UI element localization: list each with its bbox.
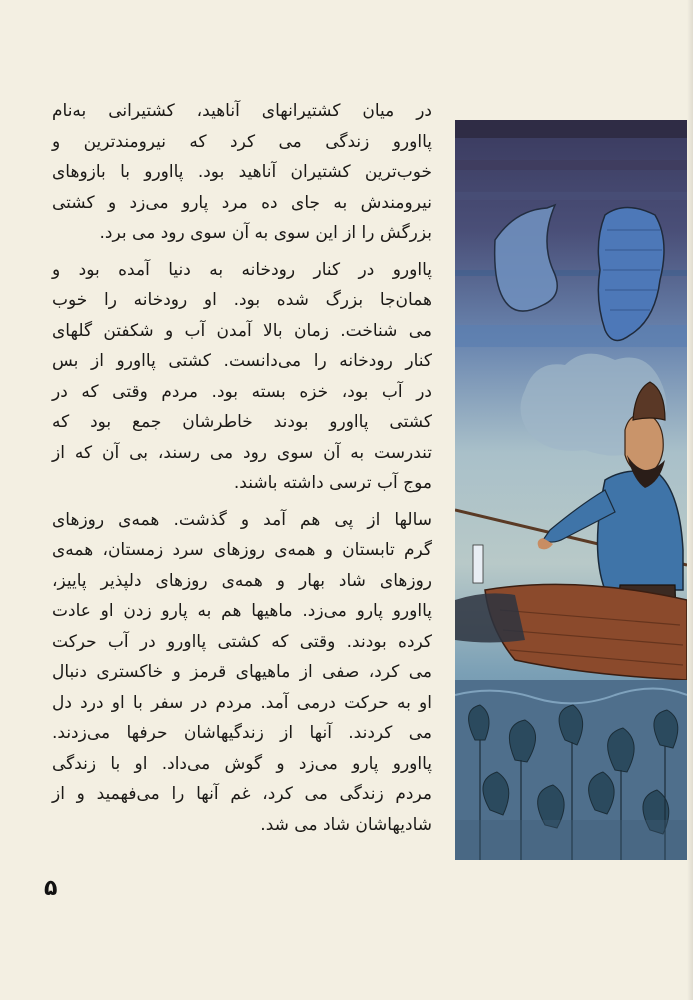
- text-line: می کرد، صفی از ماهیهای قرمز و خاکستری دنبال: [52, 662, 432, 682]
- text-line: می کردند. آنها از زندگیهاشان حرفها می‌زدند.: [52, 723, 432, 743]
- text-line: کرده بودند. وقتی که کشتی پااورو در آب حرکت: [52, 631, 432, 652]
- text-line: پااورو در کنار رودخانه به دنیا آمده بود و: [52, 259, 432, 280]
- text-line: خوب‌ترین کشتیران آناهید بود. پااورو با بازوهای: [52, 162, 432, 182]
- text-line: پااورو پارو می‌زد و گوش می‌داد. او با زندگی: [52, 753, 432, 774]
- text-line: در میان کشتیرانهای آناهید، کشتیرانی به‌نام: [52, 101, 432, 121]
- text-line: نیرومندش به جای ده مرد پارو می‌زد و کشتی: [52, 192, 432, 213]
- text-line: سالها از پی هم آمد و گذشت. همه‌ی روزهای: [52, 509, 432, 530]
- text-line: پااورو پارو می‌زد. ماهیها هم به پارو زدن او عادت: [52, 601, 432, 621]
- paragraph-2: [52, 255, 432, 499]
- text-line: پااورو زندگی می کرد که نیرومندترین و: [52, 131, 432, 152]
- sky-band: [455, 120, 687, 138]
- text-line: مردم زندگی می کرد، غم آنها را می‌فهمید و از: [52, 784, 432, 804]
- text-line: در آب بود، خزه بسته بود. مردم وقتی که در: [52, 381, 432, 402]
- text-line: کنار رودخانه را می‌دانست. کشتی پااورو از بس: [52, 351, 432, 371]
- boatman-illustration: [455, 120, 687, 860]
- text-line: کشتی پااورو بودند خاطرشان جمع بود که: [52, 412, 432, 432]
- boat-lantern: [473, 545, 483, 583]
- text-line: همان‌جا بزرگ شده بود. او رودخانه را خوب: [52, 290, 432, 310]
- text-line: او به حرکت درمی آمد. مردم در سفر با او درد دل: [52, 692, 432, 713]
- paragraph-3: [52, 505, 432, 841]
- page-number: ۵: [44, 876, 58, 901]
- text-line: گرم تابستان و همه‌ی روزهای سرد زمستان، همه‌ی: [52, 540, 432, 560]
- text-line: می شناخت. زمان بالا آمدن آب و شکفتن گلهای: [52, 320, 432, 341]
- paragraph-1: [52, 96, 432, 249]
- text-line: شادیهاشان شاد می شد.: [260, 814, 432, 835]
- boatman-shirt: [598, 471, 684, 590]
- text-line: موج آب ترسی داشته باشند.: [233, 473, 432, 493]
- text-line: تندرست به آن سوی رود می رسند، بی آن که از: [52, 442, 432, 463]
- story-text: [52, 96, 432, 840]
- text-line: روزهای شاد بهار و همه‌ی روزهای دلپذیر پاییز،: [52, 570, 432, 591]
- text-line: بزرگش را از این سوی به آن سوی رود می برد.: [99, 223, 432, 243]
